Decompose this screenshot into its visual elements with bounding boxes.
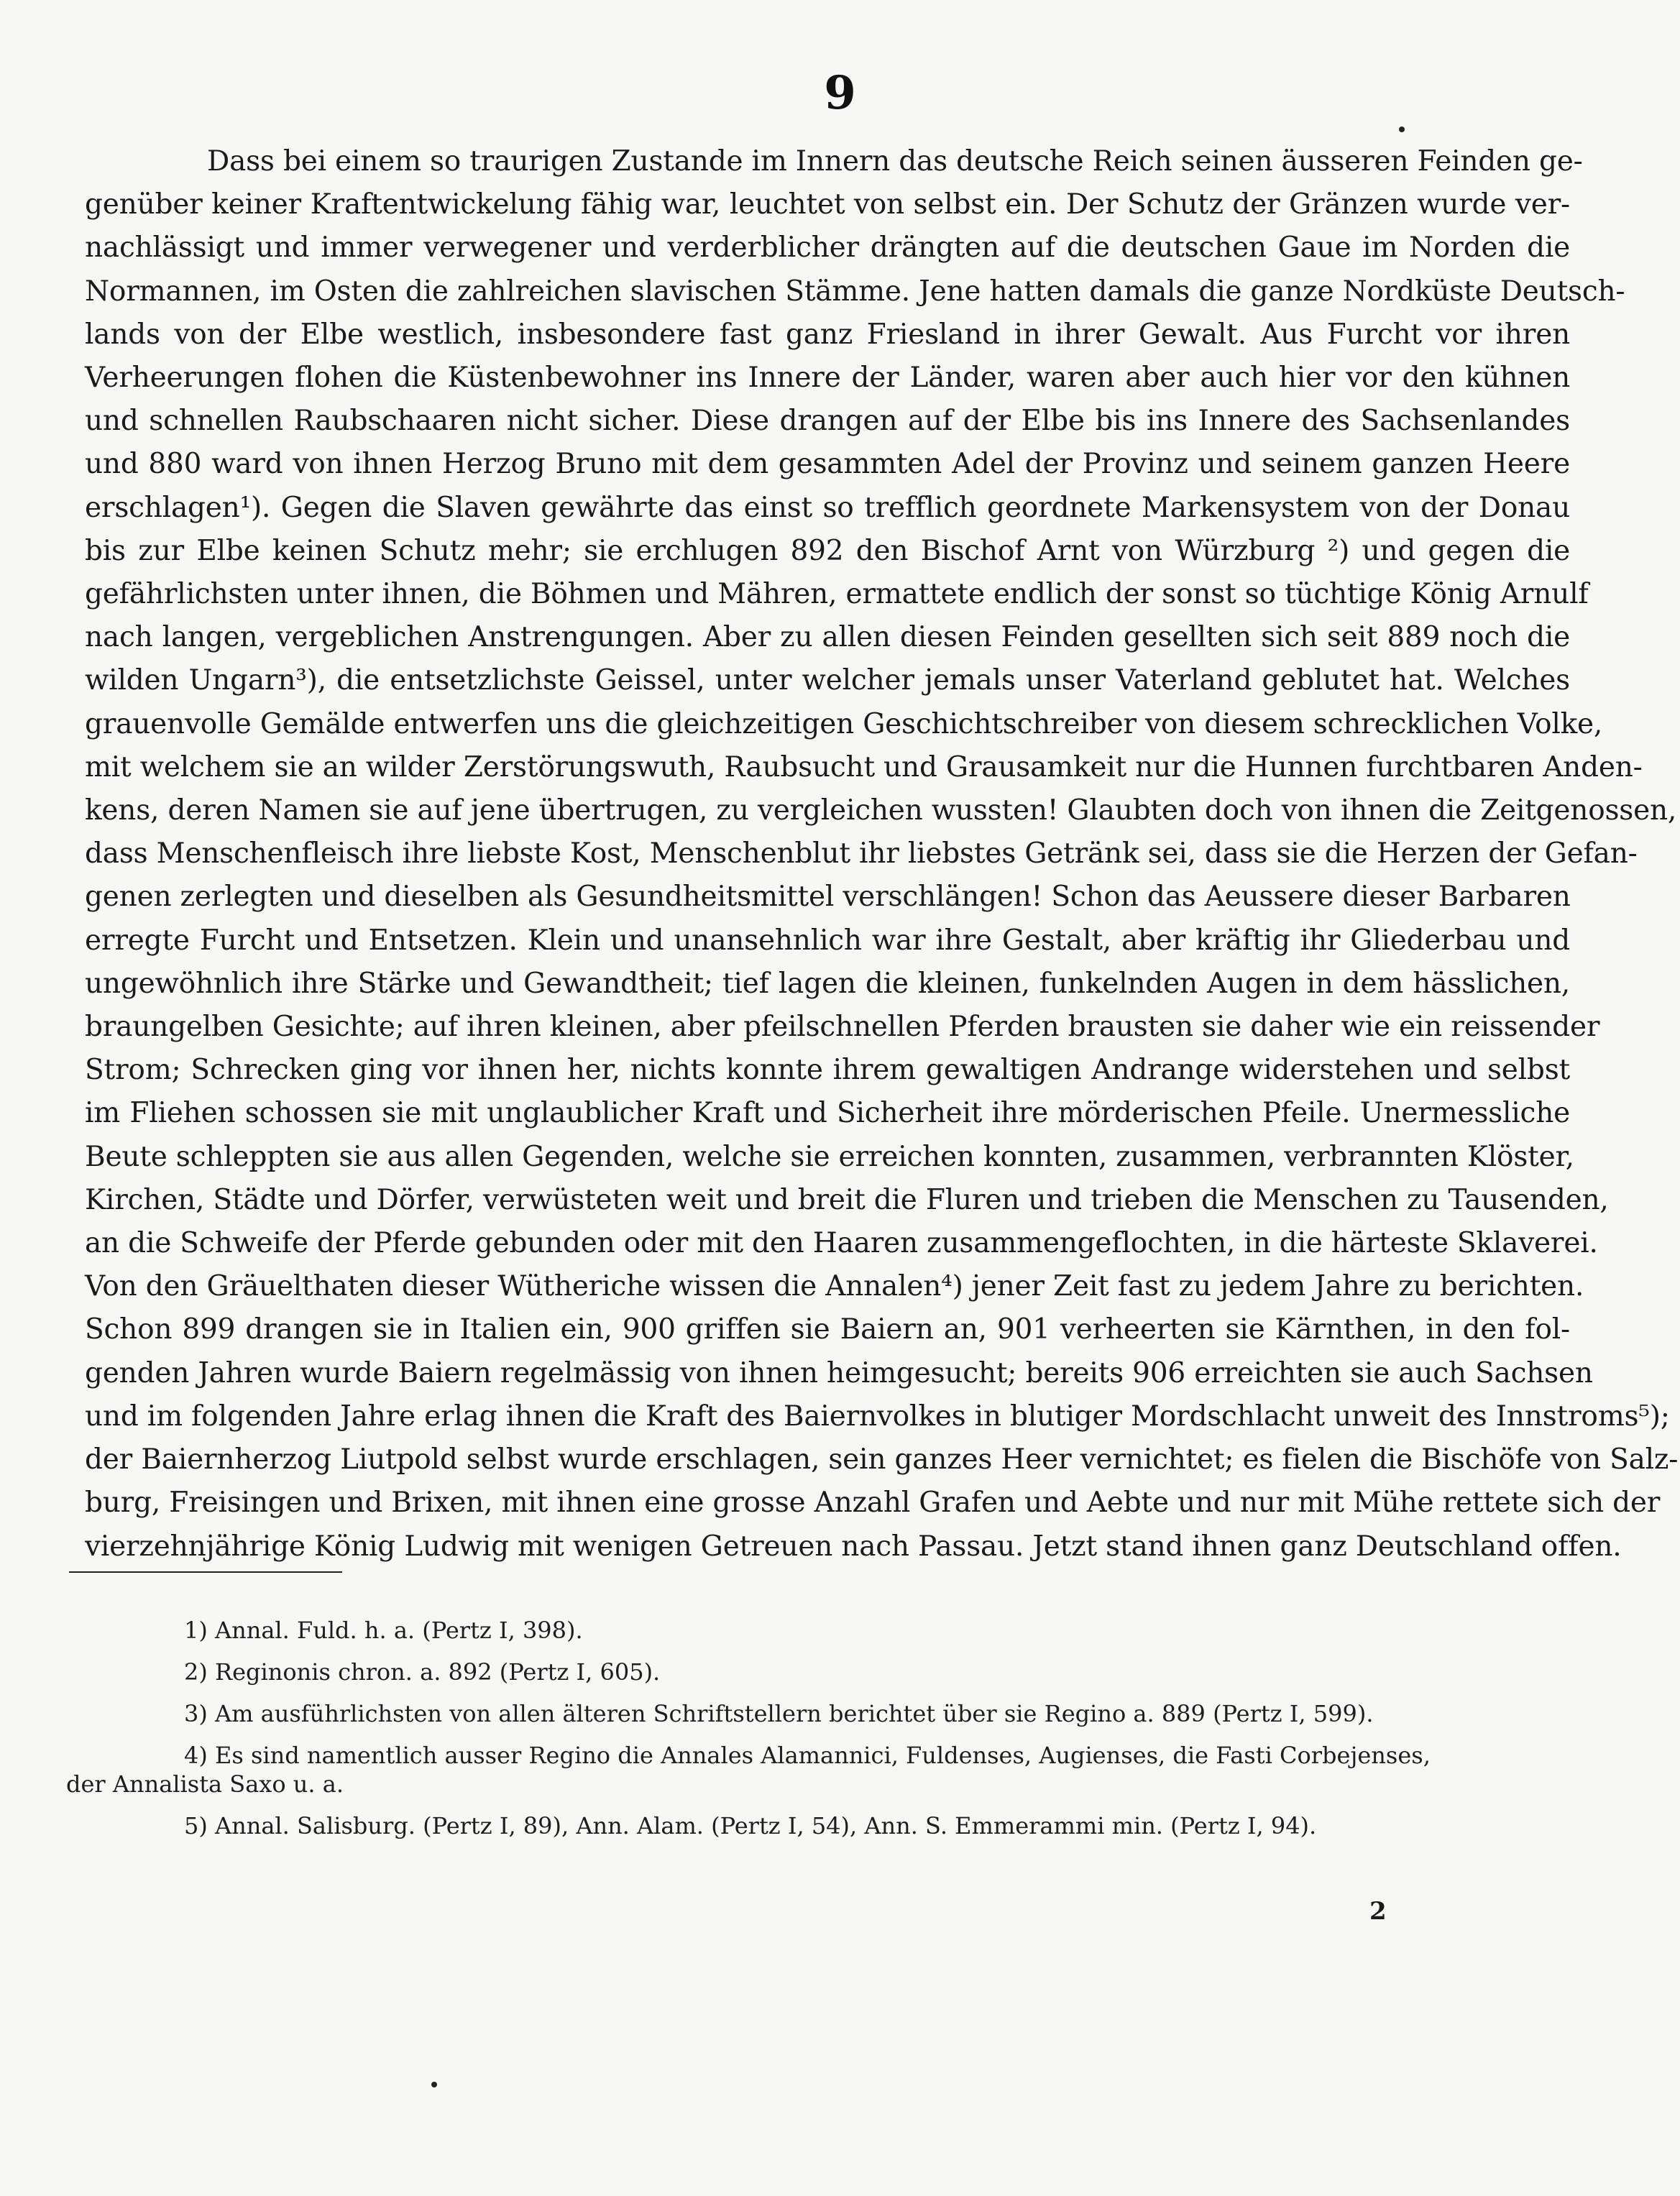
text-line: vierzehnjährige König Ludwig mit wenigen Getreuen nach Passau. Jetzt stand ihnen ganz Deutschland offen. <box>85 1530 1622 1563</box>
text-line: braungelben Gesichte; auf ihren kleinen, aber pfeilschnellen Pferden brausten sie daher wie ein reissender <box>85 1011 1600 1044</box>
text-line: und 880 ward von ihnen Herzog Bruno mit dem gesammten Adel der Provinz und seinem ganzen Heere <box>85 448 1570 481</box>
text-line: burg, Freisingen und Brixen, mit ihnen eine grosse Anzahl Grafen und Aebte und nur mit Mühe rettete sich der <box>85 1487 1661 1520</box>
text-line: erregte Furcht und Entsetzen. Klein und unansehnlich war ihre Gestalt, aber kräftig ihr Gliederbau und <box>85 924 1570 957</box>
text-line: Schon 899 drangen sie in Italien ein, 900 griffen sie Baiern an, 901 verheerten sie Kärnthen, in den fol- <box>85 1313 1570 1346</box>
text-line: erschlagen¹). Gegen die Slaven gewährte das einst so trefflich geordnete Markensystem von der Donau <box>85 491 1570 524</box>
text-line: und schnellen Raubschaaren nicht sicher. Diese drangen auf der Elbe bis ins Innere des Sachsenlandes <box>85 405 1570 438</box>
text-line: dass Menschenfleisch ihre liebste Kost, Menschenblut ihr liebstes Getränk sei, dass sie die Herzen der Gefan- <box>85 837 1638 870</box>
speck-mark <box>431 2082 437 2087</box>
footnote <box>66 1741 1547 1798</box>
footnote <box>66 1699 1547 1728</box>
text-line: und im folgenden Jahre erlag ihnen die Kraft des Baiernvolkes in blutiger Mordschlacht unweit des Innstroms⁵); <box>85 1400 1670 1433</box>
text-line: Strom; Schrecken ging vor ihnen her, nichts konnte ihrem gewaltigen Andrange widerstehen und selbst <box>85 1054 1570 1087</box>
text-line: ungewöhnlich ihre Stärke und Gewandtheit; tief lagen die kleinen, funkelnden Augen in dem hässlichen, <box>85 967 1570 1000</box>
text-line: genen zerlegten und dieselben als Gesundheitsmittel verschlängen! Schon das Aeussere dieser Barbaren <box>85 881 1571 914</box>
text-line: lands von der Elbe westlich, insbesondere fast ganz Friesland in ihrer Gewalt. Aus Furcht vor ihren <box>85 318 1570 351</box>
text-line: an die Schweife der Pferde gebunden oder mit den Haaren zusammengeflochten, in die härteste Sklaverei. <box>85 1227 1598 1260</box>
text-line: im Fliehen schossen sie mit unglaublicher Kraft und Sicherheit ihre mörderischen Pfeile. Unermessliche <box>85 1097 1570 1130</box>
text-line: Beute schleppten sie aus allen Gegenden, welche sie erreichen konnten, zusammen, verbrannten Klöster, <box>85 1140 1574 1173</box>
footnote-continuation: der Annalista Saxo u. a. <box>66 1770 344 1798</box>
text-line: gefährlichsten unter ihnen, die Böhmen und Mähren, ermattete endlich der sonst so tüchtige König Arnulf <box>85 578 1589 611</box>
text-line: grauenvolle Gemälde entwerfen uns die gleichzeitigen Geschichtschreiber von diesem schrecklichen Volke, <box>85 707 1603 740</box>
footnote <box>66 1616 1547 1645</box>
text-line: wilden Ungarn³), die entsetzlichste Geissel, unter welcher jemals unser Vaterland geblutet hat. Welches <box>85 664 1570 697</box>
text-line: nach langen, vergeblichen Anstrengungen. Aber zu allen diesen Feinden gesellten sich seit 889 noch die <box>85 621 1570 654</box>
text-line: der Baiernherzog Liutpold selbst wurde erschlagen, sein ganzes Heer vernichtet; es fielen die Bischöfe von Salz- <box>85 1443 1679 1476</box>
footnotes <box>66 1616 1547 1853</box>
signature-mark: 2 <box>1369 1897 1387 1926</box>
footnote-text: 2) Reginonis chron. a. 892 (Pertz I, 605). <box>184 1658 661 1686</box>
text-line: Normannen, im Osten die zahlreichen slavischen Stämme. Jene hatten damals die ganze Nordküste Deutsch- <box>85 275 1625 308</box>
main-paragraph <box>85 140 1679 1568</box>
text-line: Kirchen, Städte und Dörfer, verwüsteten weit und breit die Fluren und trieben die Menschen zu Tausenden, <box>85 1183 1609 1216</box>
footnote-text: 1) Annal. Fuld. h. a. (Pertz I, 398). <box>184 1617 583 1644</box>
text-line: Verheerungen flohen die Küstenbewohner ins Innere der Länder, waren aber auch hier vor den kühnen <box>85 362 1570 395</box>
text-line: genüber keiner Kraftentwickelung fähig war, leuchtet von selbst ein. Der Schutz der Gränzen wurde ver- <box>85 188 1570 221</box>
footnote <box>66 1811 1547 1840</box>
text-line: mit welchem sie an wilder Zerstörungswuth, Raubsucht und Grausamkeit nur die Hunnen furchtbaren Anden- <box>85 750 1643 784</box>
text-line: Dass bei einem so traurigen Zustande im Innern das deutsche Reich seinen äusseren Feinden ge- <box>207 145 1583 178</box>
footnote <box>66 1658 1547 1686</box>
page-number: 9 <box>824 66 856 120</box>
footnote-text: 5) Annal. Salisburg. (Pertz I, 89), Ann. Alam. (Pertz I, 54), Ann. S. Emmerammi min. (Pertz I, 94). <box>184 1812 1317 1839</box>
text-line: nachlässigt und immer verwegener und verderblicher drängten auf die deutschen Gaue im Norden die <box>85 231 1570 265</box>
speck-mark <box>1399 127 1405 132</box>
text-line: genden Jahren wurde Baiern regelmässig von ihnen heimgesucht; bereits 906 erreichten sie auch Sachsen <box>85 1356 1593 1389</box>
text-line: kens, deren Namen sie auf jene übertrugen, zu vergleichen wussten! Glaubten doch von ihnen die Zeitgenossen, <box>85 794 1677 827</box>
footnote-text: 3) Am ausführlichsten von allen älteren Schriftstellern berichtet über sie Regino a. 889 (Pertz I, 599). <box>184 1700 1374 1727</box>
footnote-divider <box>69 1571 342 1573</box>
text-line: bis zur Elbe keinen Schutz mehr; sie erchlugen 892 den Bischof Arnt von Würzburg ²) und gegen die <box>85 534 1570 567</box>
footnote-text: 4) Es sind namentlich ausser Regino die Annales Alamannici, Fuldenses, Augienses, die Fasti Corbejenses, <box>184 1742 1431 1769</box>
text-line: Von den Gräuelthaten dieser Wütheriche wissen die Annalen⁴) jener Zeit fast zu jedem Jahre zu berichten. <box>85 1270 1584 1303</box>
